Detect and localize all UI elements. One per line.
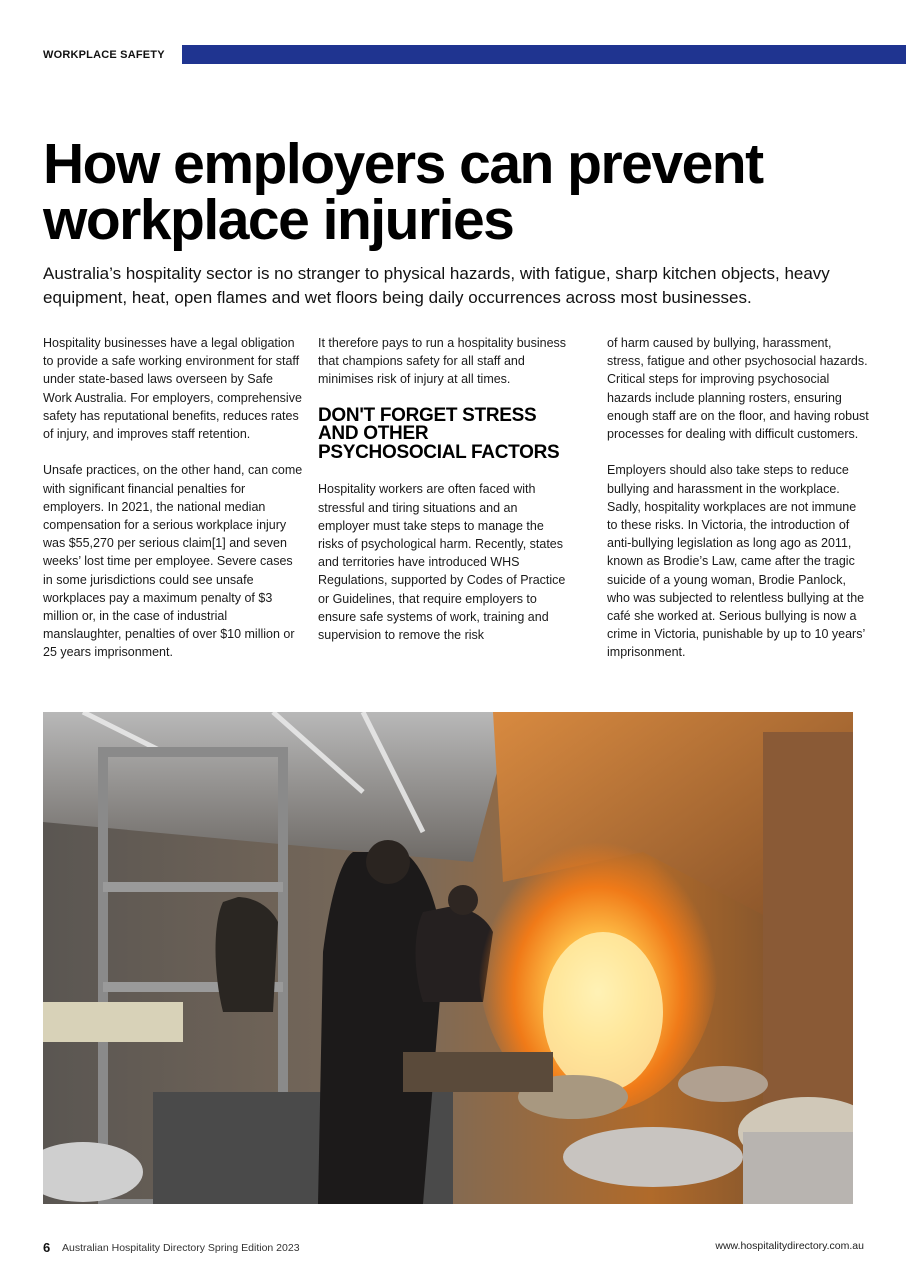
paragraph: Employers should also take steps to reduce bullying and harassment in the workplace. Sadly, hospitality workplaces are not immune to these risks. In Victoria, the introduction of anti-bullying legislation as long ago as 2011, known as Brodie’s Law, came after the tragic suicide of a young woman, Brodie Panlock, who was subjected to relentless bullying at the café she worked at. Serious bullying is now a crime in Victoria, punishable by up to 10 years’ imprisonment. xyxy=(607,463,865,660)
column-3 xyxy=(607,334,869,680)
website-url[interactable]: www.hospitalitydirectory.com.au xyxy=(715,1240,864,1252)
section-accent-bar xyxy=(182,45,906,64)
article-title: How employers can prevent workplace injuries xyxy=(43,132,763,252)
kitchen-photo xyxy=(43,712,853,1204)
paragraph: of harm caused by bullying, harassment, stress, fatigue and other psychosocial hazards. Critical steps for improving psychosocial hazards include planning rosters, ensuring enough staff are on the floor, and having robust processes for dealing with difficult customers. xyxy=(607,336,869,442)
paragraph: It therefore pays to run a hospitality business that champions safety for all staff and minimises risk of injury at all times. xyxy=(318,336,567,387)
paragraph: Unsafe practices, on the other hand, can come with significant financial penalties for employers. In 2021, the national median compensation for a serious workplace injury was $55,270 per serious claim[1] and seven weeks’ lost time per employee. Severe cases in some jurisdictions could see unsafe workplaces pay a maximum penalty of $3 million or, in the case of industrial manslaughter, penalties of over $10 million or 25 years imprisonment. xyxy=(43,463,303,660)
paragraph: Hospitality businesses have a legal obligation to provide a safe working environment for staff under state-based laws overseen by Safe Work Australia. For employers, comprehensive safety has reputational benefits, reduces rates of injury, and improves staff retention. xyxy=(43,336,302,442)
column-1 xyxy=(43,334,305,680)
publication-name: Australian Hospitality Directory Spring Edition 2023 xyxy=(62,1242,300,1254)
page-number: 6 xyxy=(43,1240,51,1255)
article-standfirst: Australia’s hospitality sector is no stranger to physical hazards, with fatigue, sharp kitchen objects, heavy equipment, heat, open flames and wet floors being daily occurrences across most businesses. xyxy=(43,264,830,307)
paragraph: Hospitality workers are often faced with stressful and tiring situations and an employer must take steps to manage the risks of psychological harm. Recently, states and territories have introduced WHS Regulations, supported by Codes of Practice or Guidelines, that require employers to ensure safe systems of work, training and supervision to remove the risk xyxy=(318,482,566,642)
column-2 xyxy=(318,334,570,662)
section-label: WORKPLACE SAFETY xyxy=(43,49,165,61)
section-subheading: DON'T FORGET STRESS AND OTHER PSYCHOSOCIAL FACTORS xyxy=(318,404,560,463)
